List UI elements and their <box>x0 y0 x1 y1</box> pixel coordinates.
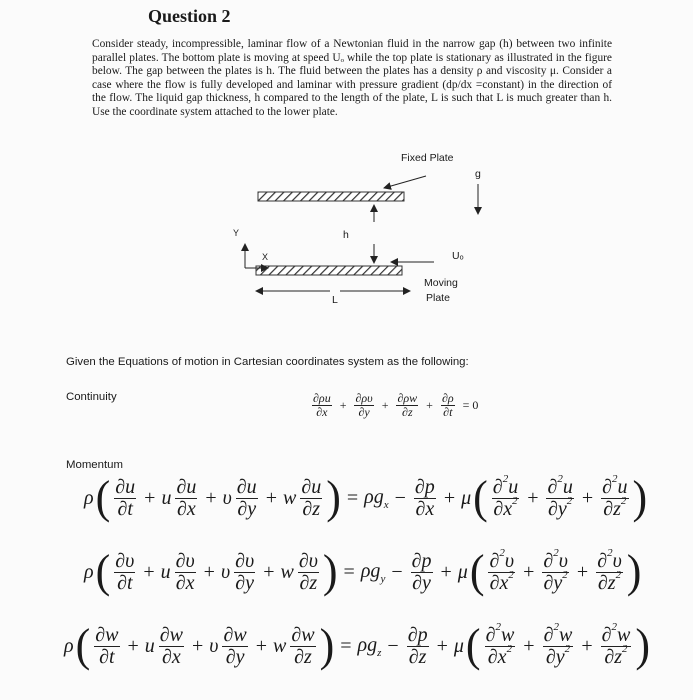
x-axis-label: X <box>262 252 269 262</box>
continuity-label: Continuity <box>66 391 117 403</box>
question-title: Question 2 <box>148 6 231 26</box>
momentum-y-equation: ρ ( $\frac{\partial\upsilon}{\partial t}$ + u $\frac{\partial\upsilon}{\partial x}$ + υ $\frac{\partial\upsilon}{\partial y}$ + w $\frac{\partial\upsilon}{\partial z}$ ) = $\rho g_y$ − $\frac{\partial p}{\partial y}$ + μ ( $\frac{\partial^2\upsilon}{\partial x^2}$ + $\frac{\partial^2\upsilon}{\partial y^2}$ + $\frac{\partial^2\upsilon}{\partial z^2}$ ) <box>84 545 642 598</box>
plate-label: Plate <box>426 292 450 304</box>
fixed-plate-pointer <box>384 176 426 188</box>
gap-label: h <box>343 229 349 241</box>
momentum-z-equation: ρ ( $\frac{\partial w}{\partial t}$ + u $\frac{\partial w}{\partial x}$ + υ $\frac{\partial w}{\partial y}$ + w $\frac{\partial w}{\partial z}$ ) = $\rho g_z$ − $\frac{\partial p}{\partial z}$ + μ ( $\frac{\partial^2w}{\partial x^2}$ + $\frac{\partial^2w}{\partial y^2}$ + $\frac{\partial^2w}{\partial z^2}$ ) <box>64 619 650 672</box>
fixed-plate <box>258 192 404 201</box>
y-axis-label: Y <box>233 228 240 238</box>
moving-plate <box>256 266 402 275</box>
moving-label: Moving <box>424 277 458 289</box>
problem-statement: Consider steady, incompressible, laminar flow of a Newtonian fluid in the narrow gap (h) between two infinite parallel plates. The bottom plate is moving at speed Uₒ while the top plate is stationary as illustrated in the figure below. The gap between the plates is h. The fluid between the plates has a density ρ and viscosity μ. Consider a case where the flow is fully developed and laminar with pressure gradient (dp/dx =constant) in the direction of the flow. The liquid gap thickness, h compared to the length of the plate, L is such that L is much greater than h. Use the coordinate system attached to the lower plate. <box>92 38 612 118</box>
length-label: L <box>332 294 338 306</box>
momentum-x-equation: ρ ( $\frac{\partial u}{\partial t}$ + u $\frac{\partial u}{\partial x}$ + υ $\frac{\partial u}{\partial y}$ + w $\frac{\partial u}{\partial z}$ ) = $\rho g_x$ − $\frac{\partial p}{\partial x}$ + μ ( $\frac{\partial^2u}{\partial x^2}$ + $\frac{\partial^2u}{\partial y^2}$ + $\frac{\partial^2u}{\partial z^2}$ ) <box>84 471 648 524</box>
momentum-label: Momentum <box>66 459 123 471</box>
fixed-plate-label: Fixed Plate <box>401 152 454 164</box>
gravity-label: g <box>475 168 481 180</box>
continuity-rhs: = 0 <box>462 397 479 412</box>
continuity-equation: $\frac{\partial\rho u}{\partial x}$ + $\frac{\partial\rho\upsilon}{\partial y}$ + $\frac{\partial\rho w}{\partial z}$ + $\frac{\partial\rho}{\partial t}$ = 0 <box>313 391 479 419</box>
velocity-label: Uₒ <box>452 250 464 262</box>
equations-intro: Given the Equations of motion in Cartesian coordinates system as the following: <box>66 356 469 368</box>
